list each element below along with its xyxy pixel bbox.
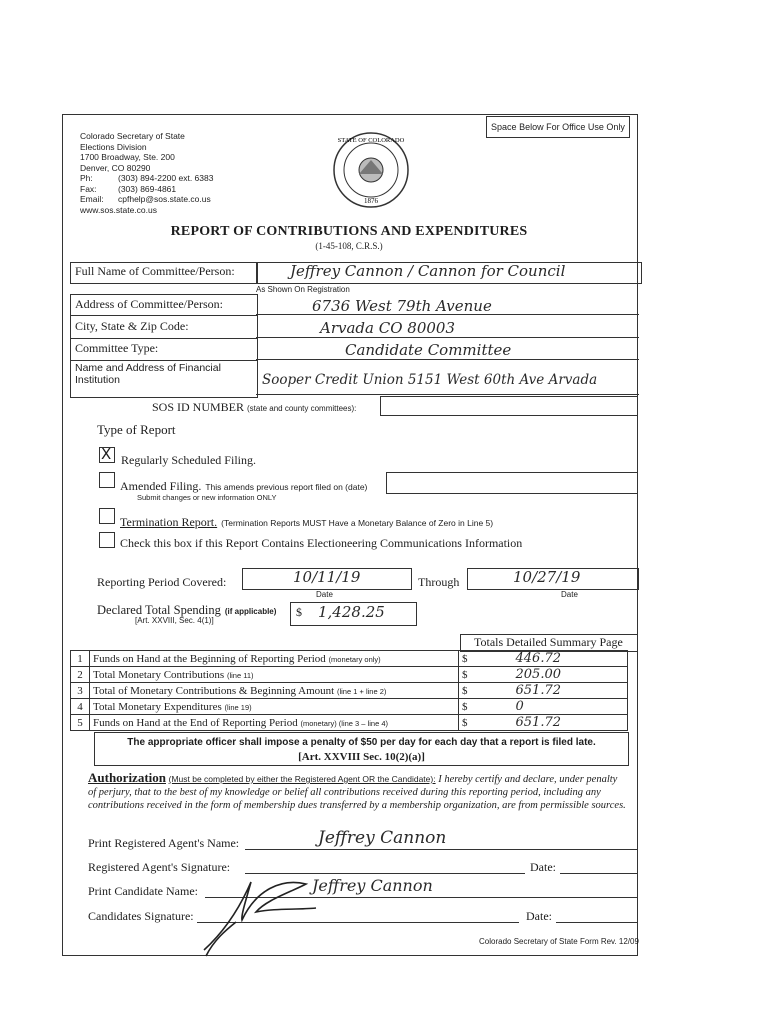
report-statute: (1-45-108, C.R.S.) <box>315 241 383 251</box>
penalty-line1: The appropriate officer shall impose a penalty of $50 per day for each day that a report is filed late. <box>127 737 596 748</box>
row-label-text: Total Monetary Expenditures <box>93 700 222 713</box>
period-to-caption: Date <box>561 590 578 599</box>
amended-filing-checkbox[interactable] <box>99 472 115 488</box>
row-label-text: Funds on Hand at the End of Reporting Period <box>93 716 298 729</box>
candidate-signature-label: Candidates Signature: <box>88 909 194 923</box>
candidate-name-value: Jeffrey Cannon <box>312 876 433 895</box>
row-amount-cell[interactable] <box>459 683 628 699</box>
seal-top-text: STATE OF COLORADO <box>337 137 405 144</box>
row-amount: 651.72 <box>515 715 561 730</box>
declared-spending-value: 1,428.25 <box>318 603 385 621</box>
candidate-date-line[interactable] <box>556 922 638 923</box>
row-amount-cell[interactable] <box>459 651 628 667</box>
row-label-text: Funds on Hand at the Beginning of Reporting Period <box>93 652 326 665</box>
city-value: Arvada CO 80003 <box>320 319 455 337</box>
row-label <box>90 683 459 699</box>
full-name-label: Full Name of Committee/Person: <box>75 264 235 278</box>
regular-filing-checkbox[interactable] <box>99 447 115 463</box>
state-seal-icon <box>331 130 411 210</box>
row-currency: $ <box>462 717 468 729</box>
phone-label: Ph: <box>80 173 93 183</box>
address-input-line[interactable] <box>256 314 639 315</box>
divider <box>70 360 257 361</box>
divider <box>70 315 257 316</box>
committee-type-value: Candidate Committee <box>345 341 512 359</box>
declared-spending-applicable: (if applicable) <box>224 607 277 616</box>
agent-date-line[interactable] <box>560 873 638 874</box>
row-number: 5 <box>71 715 90 731</box>
row-note: (line 11) <box>226 670 254 680</box>
period-from-caption: Date <box>316 590 333 599</box>
amended-date-input[interactable] <box>386 472 638 494</box>
penalty-line2: [Art. XXVIII Sec. 10(2)(a)] <box>298 751 425 763</box>
termination-label: Termination Report. <box>120 515 218 529</box>
authorization-note: (Must be completed by either the Registered Agent OR the Candidate): <box>168 774 436 784</box>
table-row <box>71 667 628 683</box>
electioneering-checkbox[interactable] <box>99 532 115 548</box>
office-use-box: Space Below For Office Use Only <box>486 116 630 138</box>
agent-signature-label: Registered Agent's Signature: <box>88 860 231 874</box>
address-label: Address of Committee/Person: <box>75 297 223 311</box>
sos-id-note: (state and county committees): <box>247 404 357 413</box>
website: www.sos.state.co.us <box>80 204 158 215</box>
row-currency: $ <box>462 669 468 681</box>
candidate-name-label: Print Candidate Name: <box>88 884 198 898</box>
authorization-block <box>88 771 628 812</box>
amended-filing-subnote: Submit changes or new information ONLY <box>137 493 277 502</box>
row-note: (line 1 + line 2) <box>336 686 387 696</box>
bank-label: Name and Address of Financial Institution <box>75 362 221 386</box>
address-line2: Elections Division <box>80 141 147 152</box>
totals-header: Totals Detailed Summary Page <box>474 635 623 649</box>
committee-type-input-line[interactable] <box>256 359 639 360</box>
email-label: Email: <box>80 194 104 204</box>
row-label-text: Total Monetary Contributions <box>93 668 225 681</box>
bank-value: Sooper Credit Union 5151 West 60th Ave Arvada <box>262 372 598 388</box>
agent-name-value: Jeffrey Cannon <box>318 828 447 848</box>
divider <box>70 338 257 339</box>
declared-spending-article: [Art. XXVIII, Sec. 4(1)] <box>135 616 214 625</box>
row-number: 3 <box>71 683 90 699</box>
row-note: (monetary) (line 3 – line 4) <box>300 718 388 728</box>
address-line3: 1700 Broadway, Ste. 200 <box>80 152 175 162</box>
totals-table <box>70 650 628 731</box>
signature-scribble <box>196 870 346 960</box>
row-amount: 205.00 <box>515 667 561 682</box>
city-label: City, State & Zip Code: <box>75 319 189 333</box>
seal-year: 1876 <box>364 197 378 205</box>
agent-name-line[interactable] <box>245 849 638 850</box>
row-note: (monetary only) <box>328 654 381 664</box>
row-number: 4 <box>71 699 90 715</box>
address-line1: Colorado Secretary of State <box>80 131 185 141</box>
termination-note: (Termination Reports MUST Have a Monetary Balance of Zero in Line 5) <box>221 518 494 528</box>
type-of-report-heading: Type of Report <box>97 422 176 437</box>
agent-name-label: Print Registered Agent's Name: <box>88 836 240 850</box>
row-label <box>90 699 459 715</box>
reporting-period-label: Reporting Period Covered: <box>97 575 227 589</box>
checkmark-icon: X <box>101 445 112 463</box>
report-title: REPORT OF CONTRIBUTIONS AND EXPENDITURES <box>170 224 528 239</box>
authorization-text: I hereby certify and declare, under penalty of perjury, that to the best of my knowledge or belief all contributions received during this reporting period, including any contributions received in the form of membership dues transferred by a membership organization, are from permissible sources. <box>88 774 626 811</box>
sos-id-label: SOS ID NUMBER <box>152 400 245 414</box>
row-amount-cell[interactable] <box>459 667 628 683</box>
table-row <box>71 699 628 715</box>
table-row <box>71 715 628 731</box>
row-amount-cell[interactable] <box>459 715 628 731</box>
row-amount: 446.72 <box>515 651 561 666</box>
authorization-heading: Authorization <box>88 770 166 785</box>
row-label-text: Total of Monetary Contributions & Beginning Amount <box>93 684 335 697</box>
period-from-value: 10/11/19 <box>293 568 361 586</box>
amended-filing-label: Amended Filing. <box>120 479 202 493</box>
bank-input-line[interactable] <box>256 394 639 395</box>
row-amount-cell[interactable] <box>459 699 628 715</box>
fax-value: (303) 869-4861 <box>118 183 177 194</box>
form-footer: Colorado Secretary of State Form Rev. 12/09 <box>479 937 639 946</box>
row-amount: 0 <box>515 699 524 714</box>
fax-label: Fax: <box>80 183 97 194</box>
sos-id-input[interactable] <box>380 396 638 416</box>
row-amount: 651.72 <box>515 683 561 698</box>
termination-report-checkbox[interactable] <box>99 508 115 524</box>
agency-address <box>80 131 213 215</box>
committee-type-label: Committee Type: <box>75 341 159 355</box>
regular-filing-label: Regularly Scheduled Filing. <box>121 453 256 467</box>
city-input-line[interactable] <box>256 337 639 338</box>
penalty-notice <box>94 732 629 766</box>
row-label <box>90 651 459 667</box>
table-row <box>71 651 628 667</box>
electioneering-label: Check this box if this Report Contains Electioneering Communications Information <box>120 536 523 550</box>
period-to-value: 10/27/19 <box>513 568 581 586</box>
declared-spending-label: Declared Total Spending <box>97 603 221 617</box>
row-label <box>90 667 459 683</box>
termination-row <box>120 513 493 531</box>
sos-id-row <box>152 400 356 415</box>
row-note: (line 19) <box>224 702 252 712</box>
currency-symbol: $ <box>296 605 302 619</box>
row-currency: $ <box>462 701 468 713</box>
amended-filing-note: This amends previous report filed on (date) <box>205 482 368 492</box>
address-value: 6736 West 79th Avenue <box>312 297 492 315</box>
address-line4: Denver, CO 80290 <box>80 162 151 173</box>
row-label <box>90 715 459 731</box>
agent-date-label: Date: <box>530 860 556 874</box>
row-currency: $ <box>462 653 468 665</box>
row-currency: $ <box>462 685 468 697</box>
row-number: 2 <box>71 667 90 683</box>
as-shown-caption: As Shown On Registration <box>256 285 350 294</box>
email-value: cpfhelp@sos.state.co.us <box>118 194 211 204</box>
through-label: Through <box>418 575 460 589</box>
table-row <box>71 683 628 699</box>
row-number: 1 <box>71 651 90 667</box>
candidate-date-label: Date: <box>526 909 552 923</box>
phone-value: (303) 894-2200 ext. 6383 <box>118 173 214 183</box>
full-name-value: Jeffrey Cannon / Cannon for Council <box>290 262 566 280</box>
